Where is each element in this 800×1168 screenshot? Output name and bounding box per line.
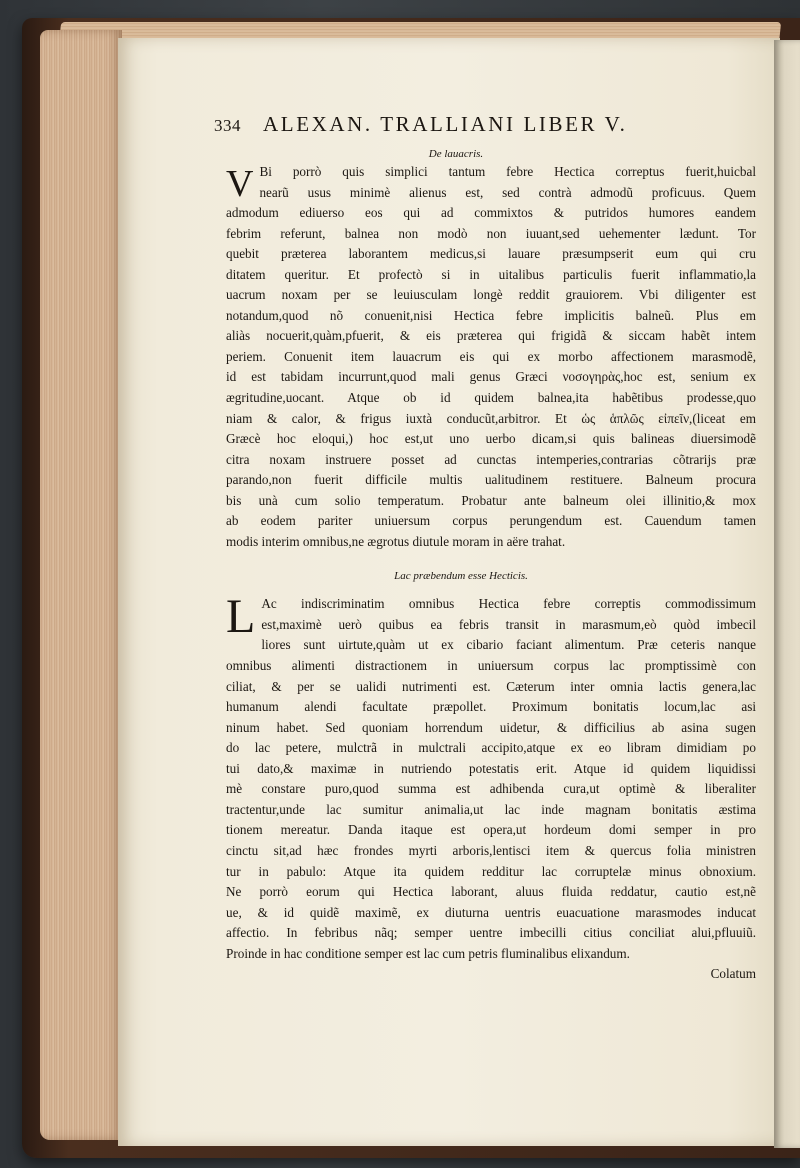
text-line: nearũ usus minimè alienus est, sed contrà admodũ proficuus. Quem — [259, 184, 756, 200]
text-line: tractentur,unde lac sumitur animalia,ut lac inde magnam bonitatis æstima — [226, 801, 756, 817]
section-heading-lac: Lac præbendum esse Hecticis. — [394, 570, 528, 583]
text-line: Ne porrò eorum qui Hectica laborant, aluus fluida reddatur, cautio est,nẽ — [226, 884, 756, 900]
text-line: uacrum noxam per se leuiusculam longè reddit grauiorem. Vbi diligenter est — [226, 287, 756, 303]
text-line: cinctu sit,ad hæc frondes myrti arboris,lentisci item & quercus folia ministren — [226, 842, 756, 858]
text-line: admodum ediuerso eos qui ad commixtos & putridos humores eandem — [226, 205, 756, 221]
text-line: omnibus alimenti distractionem in uniuersum corpus lac promptissimè con — [226, 658, 756, 674]
drop-capital: L — [226, 590, 256, 644]
text-line: tui dato,& maximæ in nutriendo potestatis erit. Atque id quidem liquidissi — [226, 760, 756, 776]
text-line: tionem mereatur. Danda itaque est opera,ut hordeum domi semper in pro — [226, 822, 756, 838]
paragraph-lauacris — [226, 162, 756, 552]
text-line: ægritudine,uocant. Atque ob id quidem balnea,ita habẽtibus prodesse,quo — [226, 390, 756, 406]
text-line: liores sunt uirtute,quàm ut ex cibario faciant alimentum. Præ ceteris nanque — [261, 637, 756, 653]
text-line: ue, & id quidẽ maximẽ, ex diuturna uentris euacuatione marasmodes inducat — [226, 904, 756, 920]
drop-capital: V — [226, 163, 254, 205]
text-line: tur in pabulo: Atque ita quidem redditur lac corruptelæ minus obnoxium. — [226, 863, 756, 879]
facing-leaf-edge — [774, 40, 800, 1148]
text-line: id est tabidam incurrunt,quod mali genus Græci νοσογηρὰς,hoc est, senium ex — [226, 369, 756, 385]
text-line: febrim referunt, balnea non modò non iuuant,sed uehementer lædunt. Tor — [226, 225, 756, 241]
page-number: 334 — [214, 116, 241, 135]
page-fore-edges — [40, 30, 122, 1140]
text-line: affectio. In febribus nãq; semper uentre imbecilli citius conciliat alui,pfluuiũ. — [226, 925, 756, 941]
text-line: ab eodem pariter uniuersum corpus perungendum est. Cauendum tamen — [226, 513, 756, 529]
text-line: modis interim omnibus,ne ægrotus diutule moram in aëre trahat. — [226, 533, 566, 549]
running-head — [214, 112, 766, 146]
text-line: est,maximè uerò quibus ea febris transit in marasmum,eò quòd imbecil — [261, 616, 756, 632]
text-line: Ac indiscriminatim omnibus Hectica febre correptis commodissimum — [261, 596, 756, 612]
text-line: aliàs nocuerit,quàm,pfuerit, & eis præterea qui frigidã & siccam habẽt intem — [226, 328, 756, 344]
paragraph-lac — [226, 590, 756, 964]
text-line: niam & calor, & frigus iuxtà conducũt,arbitror. Et ὡς ἁπλῶς εἰπεῖν,(liceat em — [226, 410, 756, 426]
running-title: ALEXAN. TRALLIANI LIBER V. — [263, 112, 628, 136]
text-line: ciliat, & per se ualidi nutrimenti est. Cæterum inter omnia lactis genera,lac — [226, 678, 756, 694]
text-line: humanum alendi facultate præpollet. Proximum bonitatis locum,lac asi — [226, 699, 756, 715]
page-text-block — [214, 112, 766, 984]
text-line: mè constare puro,quod summa est adhibenda cura,ut optimè & liberaliter — [226, 781, 756, 797]
text-line: notandum,quod nõ conuenit,nisi Hectica febre implicitis balneũ. Plus em — [226, 307, 756, 323]
text-line: periem. Conuenit item lauacrum eis qui ex morbo affectionem marasmodẽ, — [226, 348, 756, 364]
text-line: parando,non fuerit difficile multis ualitudinem restituere. Balneum procura — [226, 472, 756, 488]
text-line: citra noxam instruere posset ad cunctas intemperies,contrarias cõtrarijs præ — [226, 451, 756, 467]
text-line: Græcè hoc eloqui,) hoc est,ut uno uerbo dicam,si quis balineas diuersimodẽ — [226, 431, 756, 447]
text-line: do lac petere, mulctrã in mulctrali accipito,atque ex eo libram dimidiam po — [226, 740, 756, 756]
text-line: Bi porrò quis simplici tantum febre Hectica correptus fuerit,huicbal — [259, 164, 756, 179]
text-line: Proinde in hac conditione semper est lac cum petris fluminalibus elixandum. — [226, 945, 630, 961]
catchword: Colatum — [710, 966, 756, 982]
text-line: ditatem queritur. Et profectò si in uitalibus particulis fuerit inflammatio,la — [226, 266, 756, 282]
text-line: quebit præterea laborantem medicus,si lauare præsumpserit eum qui cru — [226, 246, 756, 262]
text-line: ninum habet. Sed quoniam horrendum uidetur, & difficilius ab asina sugen — [226, 719, 756, 735]
text-line: bis unà cum solio temperatum. Probatur ante balneum olei illinitio,& mox — [226, 492, 756, 508]
section-heading-lauacris: De lauacris. — [428, 148, 484, 160]
